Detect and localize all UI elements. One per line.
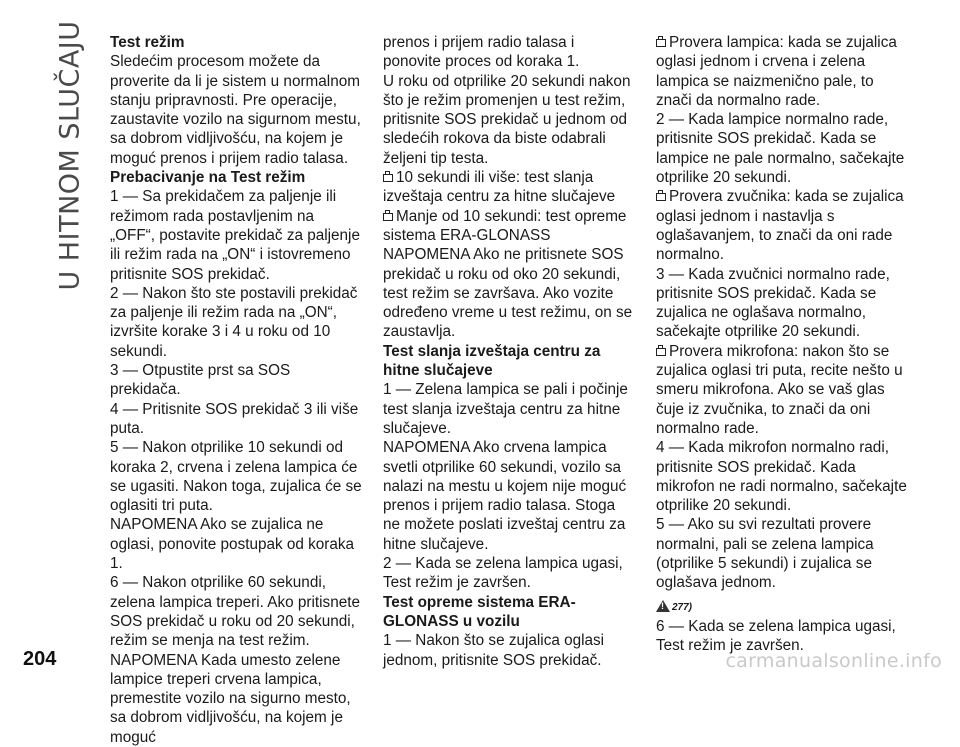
option-2-text: Manje od 10 sekundi: test opreme sistema ERA-GLONASS xyxy=(383,207,627,244)
warning-reference xyxy=(656,595,908,617)
option-10-sec-or-more xyxy=(383,168,635,207)
check-zvucnik-text: Provera zvučnika: kada se zujalica oglasi jednom i nastavlja s oglašavanjem, to znači da oni rade normalno. xyxy=(656,188,904,264)
column-2 xyxy=(383,33,635,670)
oprema-step-3: 3 — Kada zvučnici normalno rade, pritisnite SOS prekidač. Kada se zujalica ne oglašava normalno, sačekajte otprilike 20 sekundi. xyxy=(656,265,890,341)
heading-prebacivanje: Prebacivanje na Test režim xyxy=(110,169,306,187)
note-4: NAPOMENA Ako crvena lampica svetli otprilike 60 sekundi, vozilo sa nalazi na mestu u kojem nije moguć prenos i prijem radio talasa. Stoga ne možete poslati izveštaj centru za hitne slučajeve. xyxy=(383,439,627,553)
bullet-icon xyxy=(656,39,666,47)
oprema-step-6: 6 — Kada se zelena lampica ugasi, Test režim je završen. xyxy=(656,617,896,654)
heading-test-opreme: Test opreme sistema ERA-GLONASS u vozilu xyxy=(383,593,576,630)
slanje-step-1: 1 — Zelena lampica se pali i počinje test slanja izveštaja centru za hitne slučajeve. xyxy=(383,381,628,437)
bullet-icon xyxy=(383,174,393,182)
heading-test-rezim: Test režim xyxy=(110,34,185,51)
paragraph-test-rezim: Sledećim procesom možete da proverite da li je sistem u normalnom stanju pripravnosti. Pre operacije, zaustavite vozilo na sigurnom mestu, sa dobrom vidljivošću, na kojem je moguć prenos i prijem radio talasa. xyxy=(110,53,361,167)
oprema-step-1: 1 — Nakon što se zujalica oglasi jednom, pritisnite SOS prekidač. xyxy=(383,632,605,669)
warning-icon xyxy=(656,600,670,612)
oprema-step-5: 5 — Ako su svi rezultati provere normalni, pali se zelena lampica (otprilike 5 sekundi) i zujalica se oglašava jednom. xyxy=(656,516,874,592)
watermark: carmanualsonline.info xyxy=(725,650,942,672)
warning-ref-number: 277) xyxy=(672,601,693,613)
check-mikrofon-text: Provera mikrofona: nakon što se zujalica oglasi tri puta, recite nešto u smeru mikrofona. Ako se vaš glas čuje iz zvučnika, to znači da oni normalno rade. xyxy=(656,342,903,437)
check-lampice-text: Provera lampica: kada se zujalica oglasi jednom i crvena i zelena lampica se naizmenično pale, to znači da normalno rade. xyxy=(656,34,897,109)
oprema-step-4: 4 — Kada mikrofon normalno radi, pritisnite SOS prekidač. Kada mikrofon ne radi normalno, sačekajte otprilike 20 sekundi. xyxy=(656,439,907,515)
chapter-title-text: U HITNOM SLUČAJU xyxy=(54,19,86,291)
option-1-text: 10 sekundi ili više: test slanja izveštaja centru za hitne slučajeve xyxy=(383,169,616,206)
check-zvucnik xyxy=(656,187,908,264)
note-3: NAPOMENA Ako ne pritisnete SOS prekidač u roku od oko 20 sekundi, test režim se završava. Ako vozite određeno vreme u test režimu, on se zaustavlja. xyxy=(383,246,633,341)
heading-test-slanja: Test slanja izveštaja centru za hitne slučajeve xyxy=(383,342,601,380)
bullet-icon xyxy=(656,348,666,356)
column-1 xyxy=(110,33,362,747)
step-3: 3 — Otpustite prst sa SOS prekidača. xyxy=(110,362,291,399)
check-mikrofon xyxy=(656,342,908,438)
step-2: 2 — Nakon što ste postavili prekidač za paljenje ili režim rada na „ON“, izvršite korake 3 i 4 u roku od 10 sekundi. xyxy=(110,284,358,360)
chapter-side-title xyxy=(50,19,90,291)
page-number: 204 xyxy=(23,648,57,670)
note-2: NAPOMENA Kada umesto zelene lampice treperi crvena lampica, premestite vozilo na sigurno mesto, sa dobrom vidljivošću, na kojem je moguć xyxy=(110,651,351,746)
step-1: 1 — Sa prekidačem za paljenje ili režimom rada postavljenim na „OFF“, postavite prekidač za paljenje ili režim rada na „ON“ i istovremeno pritisnite SOS prekidač. xyxy=(110,188,360,283)
paragraph-20-sekundi: U roku od otprilike 20 sekundi nakon što je režim promenjen u test režim, pritisnite SOS prekidač u jednom od sledećih rokova da biste odabrali željeni tip testa. xyxy=(383,72,631,167)
slanje-step-2: 2 — Kada se zelena lampica ugasi, Test režim je završen. xyxy=(383,555,623,592)
check-lampice xyxy=(656,33,908,110)
step-6: 6 — Nakon otprilike 60 sekundi, zelena lampica treperi. Ako pritisnete SOS prekidač u roku od 20 sekundi, režim se menja na test režim. xyxy=(110,574,360,650)
paragraph-continued: prenos i prijem radio talasa i ponovite proces od koraka 1. xyxy=(383,34,580,71)
column-3 xyxy=(656,33,908,655)
note-1: NAPOMENA Ako se zujalica ne oglasi, ponovite postupak od koraka 1. xyxy=(110,516,355,573)
oprema-step-2: 2 — Kada lampice normalno rade, pritisnite SOS prekidač. Kada se lampice ne pale normalno, sačekajte otprilike 20 sekundi. xyxy=(656,111,905,187)
step-4: 4 — Pritisnite SOS prekidač 3 ili više puta. xyxy=(110,400,359,437)
option-less-than-10-sec xyxy=(383,207,635,246)
step-5: 5 — Nakon otprilike 10 sekundi od koraka 2, crvena i zelena lampica će se ugasiti. Nakon toga, zujalica će se oglasiti tri puta. xyxy=(110,439,362,515)
bullet-icon xyxy=(656,193,666,201)
bullet-icon xyxy=(383,213,393,221)
